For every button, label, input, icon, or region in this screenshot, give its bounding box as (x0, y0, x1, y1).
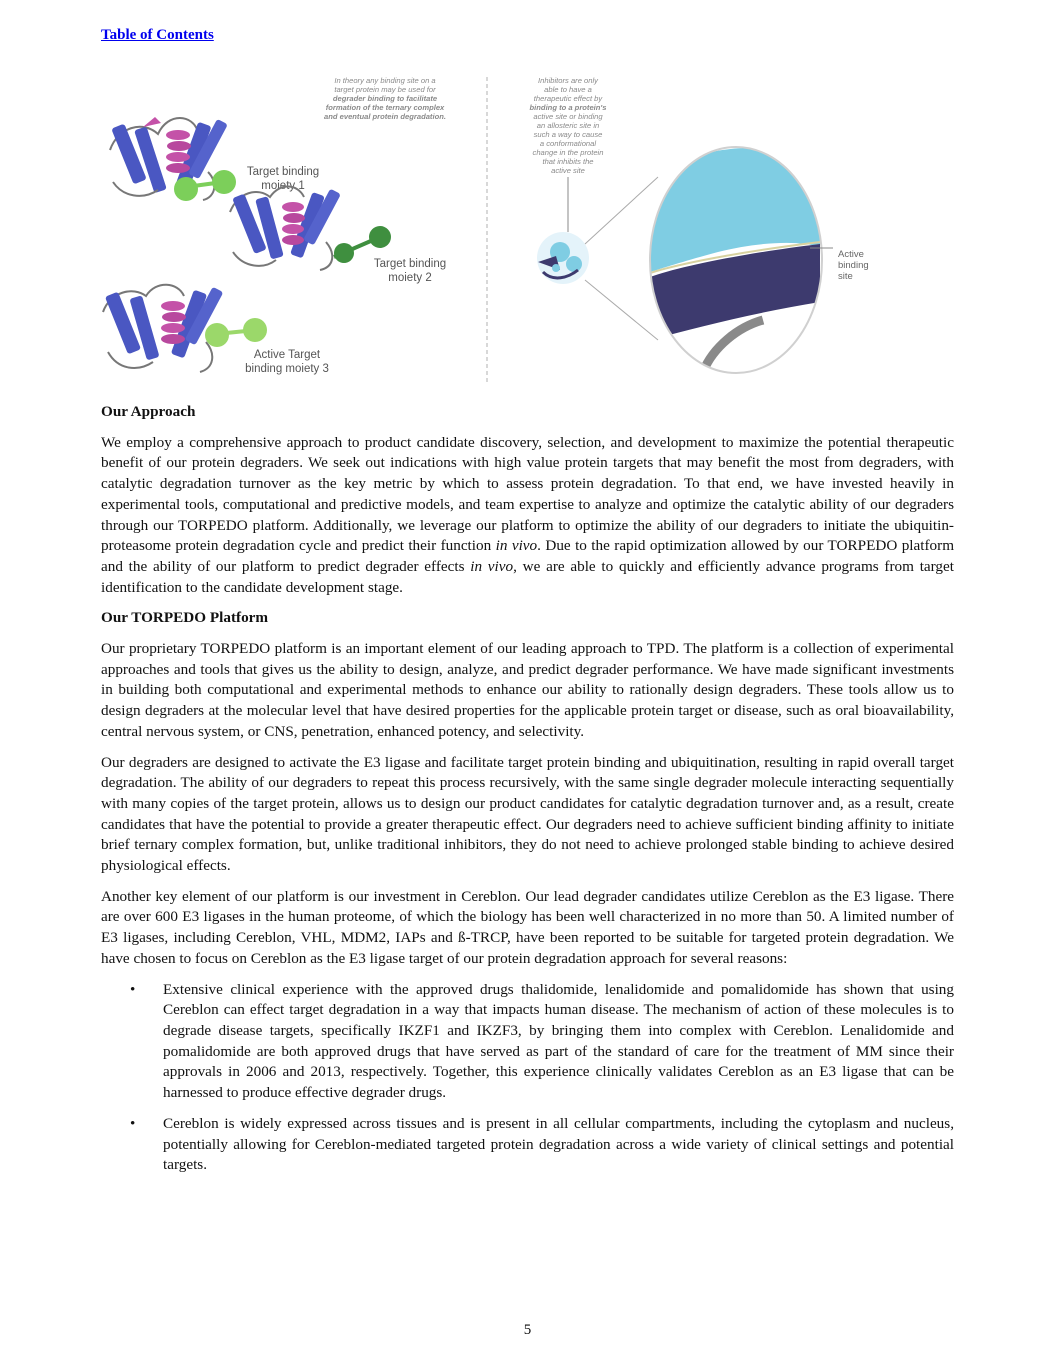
bullet-icon: • (130, 980, 136, 998)
right-caption-line: such a way to cause (533, 130, 603, 139)
label-active-site: binding (838, 260, 869, 271)
right-caption-line: active site (551, 166, 585, 175)
small-protein-with-inhibitor (537, 232, 589, 284)
table-of-contents-link[interactable]: Table of Contents (101, 27, 214, 43)
main-content (101, 402, 954, 1186)
left-caption (324, 76, 446, 121)
approach-paragraph: We employ a comprehensive approach to product candidate discovery, selection, and development to maximize the potential therapeutic benefit of our protein degraders. We seek out indications with high value protein targets that may benefit the most from degraders, with catalytic degradation turnover as the key metric by which to assess protein degradation. To that end, we have invested heavily in experimental tools, computational and predictive models, and team expertise to analyze and optimize the catalytic ability of our degraders through our TORPEDO platform. Additionally, we leverage our platform to optimize the ability of our degraders to initiate the ubiquitin-proteasome protein degradation cycle and predict their function in vivo. Due to the rapid optimization allowed by our TORPEDO platform and the ability of our platform to predict degrader effects in vivo, we are able to quickly and efficiently advance programs from target identification to the candidate development stage. (101, 433, 955, 596)
label-moiety-1: Target binding (246, 166, 320, 178)
torpedo-paragraph-1: Our proprietary TORPEDO platform is an important element of our leading approach to TPD. The platform is a collection of experimental approaches and tools that gives us the ability to design, analyze, and predict degrader performance. We have made significant investments in building both computational and experimental methods to enhance our ability to rationally design degraders. These tools allow us to design degraders at the molecular level that have desired properties for the applicable protein target or disease, such as oral bioavailability, central nervous system, or CNS, penetration, enhanced potency, and selectivity. (101, 640, 954, 740)
protein-structure-2 (230, 186, 391, 270)
right-caption-line: active site or binding (533, 112, 603, 121)
zoom-lines (585, 177, 658, 340)
right-caption-line: able to have a (544, 85, 592, 94)
torpedo-paragraph-2: Our degraders are designed to activate the E3 ligase and facilitate target protein binding and ubiquitination, resulting in rapid overall target degradation. The ability of our degraders to repeat this process recursively, with the same single degrader molecule interacting sequentially with many copies of the target protein, allows us to design our product candidates for catalytic degradation turnover and, as a result, create candidates that have the potential to provide a greater therapeutic effect. Our degraders need to achieve sufficient binding affinity to initiate brief ternary complex formation, but, unlike traditional inhibitors, they do not need to achieve prolonged stable binding to achieve desired physiological effects. (101, 753, 954, 875)
label-moiety-2: moiety 2 (388, 272, 432, 284)
right-caption-line: that inhibits the (542, 157, 594, 166)
left-caption-line: degrader binding to facilitate (332, 94, 438, 103)
right-caption-line: an allosteric site in (536, 121, 600, 130)
left-caption-line: and eventual protein degradation. (324, 112, 446, 121)
right-caption-line: a conformational (539, 139, 597, 148)
cereblon-reasons-list (101, 980, 954, 1176)
label-moiety-2: Target binding (373, 258, 447, 270)
right-caption-line: change in the protein (532, 148, 604, 157)
section-heading-torpedo: Our TORPEDO Platform (101, 609, 269, 627)
page-number: 5 (523, 1322, 532, 1338)
section-heading-approach: Our Approach (101, 403, 196, 420)
right-caption-line: Inhibitors are only (538, 76, 598, 85)
left-caption-line: target protein may be used for (334, 85, 436, 94)
right-caption (530, 76, 607, 175)
degrader-vs-inhibitor-figure (98, 72, 898, 390)
list-item: • Cereblon is widely expressed across tissues and is present in all cellular compartments, including the cytoplasm and nucleus, potentially allowing for Cereblon-mediated targeted protein degradation across a wide variety of clinical settings and potential targets. (130, 1114, 954, 1174)
label-active-site: Active (838, 249, 864, 260)
label-active-site: site (838, 271, 853, 282)
label-moiety-1: moiety 1 (261, 180, 305, 192)
protein-structure-1 (110, 117, 236, 201)
right-caption-line: therapeutic effect by (533, 94, 603, 103)
torpedo-paragraph-3: Another key element of our platform is our investment in Cereblon. Our lead degrader candidates utilize Cereblon as the E3 ligase. There are over 600 E3 ligases in the human proteome, of which the biology has been well characterized in no more than 50. A limited number of E3 ligases, including Cereblon, VHL, MDM2, IAPs and ß-TRCP, have been reported to be suitable for targeted protein degradation. We have chosen to focus on Cereblon as the E3 ligase target of our protein degradation approach for several reasons: (101, 887, 954, 967)
list-item: • Extensive clinical experience with the approved drugs thalidomide, lenalidomide and pomalidomide has shown that using Cereblon can effect target degradation in a way that impacts human disease. The mechanism of action of these molecules is to degrade disease targets, specifically IKZF1 and IKZF3, by bringing them into complex with Cereblon. Lenalidomide and pomalidomide are both approved drugs that have served as part of the standard of care for the treatment of MM since their approvals in 2006 and 2013, respectively. Together, this experience clinically validates Cereblon as an E3 ligase that can be harnessed to produce effective degrader drugs. (130, 980, 954, 1102)
protein-structure-3 (103, 285, 267, 372)
bullet-icon: • (130, 1114, 136, 1132)
left-caption-line: formation of the ternary complex (325, 103, 445, 112)
left-caption-line: In theory any binding site on a (334, 76, 436, 85)
label-moiety-3: Active Target (253, 349, 321, 361)
right-caption-line: binding to a protein's (529, 103, 607, 112)
label-moiety-3: binding moiety 3 (245, 363, 329, 375)
